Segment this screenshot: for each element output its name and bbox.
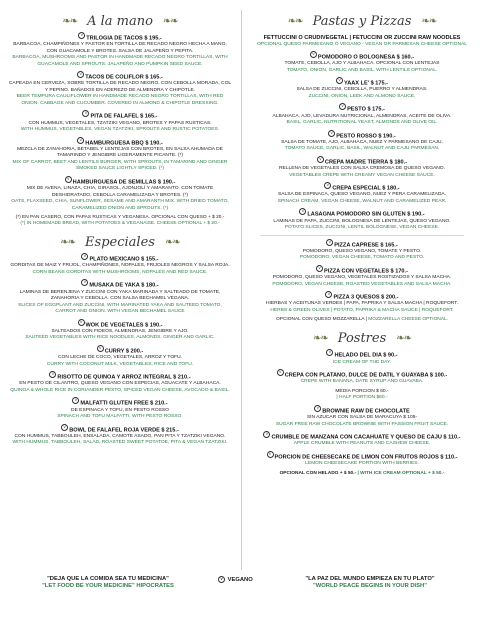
menu-item: [250, 103, 474, 126]
section-header-especiales: [8, 233, 232, 251]
note-en: (*) IN HOMEMADE BREAD, WITH POTATOES & VEGANAISE. CHEESE OPTIONAL + $ 20.-: [20, 221, 220, 227]
item-description-en: VEGETABLES CREPE WITH CREAMY VEGAN CHEESE SAUCE.: [289, 172, 435, 178]
bread-note: [8, 215, 232, 227]
section-title: Pastas y Pizzas: [312, 13, 412, 29]
item-description: CON HUMMUS, VEGETALES, TZATZIKI VEGANO, BROTES Y PAPAS RUSTICAS.: [28, 120, 212, 126]
vegan-icon: V: [317, 156, 324, 163]
menu-item: [250, 265, 474, 288]
item-description-en: BEER TEMPURA CAULIFLOWER IN HANDMADE RECADO NEGRO TORTILLAS, WITH RED ONION, CABBAGE AND CUCUMBER. COVERED IN ALMOND & CHIPOTLE DRESSING.: [16, 94, 224, 106]
item-name: PIZZA 3 QUESOS $ 200.-: [333, 294, 399, 301]
item-description: POMODORO, QUESO VEGANO, TOMATE Y PESTO.: [302, 248, 422, 254]
item-note: OPCIONAL QUESO PARMESANO O VEGANO - VEGAN OR PARMESAN CHEESE OPTIONAL: [257, 41, 467, 47]
item-description-en: SPINACH CREAM, VEGAN CHEESE, WALNUT AND CARAMELIZED PEAR.: [277, 198, 447, 204]
vegan-icon: V: [310, 51, 317, 58]
item-description-en: TOMATO SAUCE, GARLIC, BASIL, WALNUT AND CAJU PARMESAN.: [284, 146, 440, 152]
item-name: HAMBURGUESA DE SEMILLAS $ 190.-: [72, 179, 176, 186]
leaf-ornament-icon: ❧❧: [396, 332, 412, 344]
item-description: MIX DE AVENA, LINAZA, CHIA, GIRASOL, AJONJOLÍ Y AMARANTO. CON TOMATE DESHIDRATADO, CEBOLLA CARAMELIZADA Y BROTES. (*): [26, 186, 214, 198]
menu-item: [250, 77, 474, 100]
item-description-en: SAUTEED VEGETABLES WITH RICE NOODLES, ALMONDS, GINGER AND GARLIC.: [25, 335, 215, 341]
pastas-items: [250, 51, 474, 232]
item-name: WOK DE VEGETALES $ 190.-: [85, 322, 163, 329]
item-name: RISOTTO DE QUINOA Y ARROZ INTEGRAL $ 210.-: [57, 374, 191, 381]
item-description: CON LECHE DE COCO, VEGETALES, ARROZ Y TOFU.: [57, 355, 182, 361]
item-name: CREPA ESPECIAL $ 180.-: [332, 185, 400, 192]
item-name: TACOS DE COLIFLOR $ 165.-: [85, 74, 163, 81]
vegan-icon: V: [316, 265, 323, 272]
item-description-en: CORN BEANS GORDITAS WITH MUSHROOMS, NOPALES AND RED SAUCE.: [32, 269, 208, 275]
item-description-en: WITH HUMMUS, TABBOULEH, SALAD, ROASTED SWEET POTATOE, PITA & VEGAN TZATZIKI.: [12, 440, 228, 446]
item-description: MEDIA PORCION $ 60.-: [335, 388, 389, 394]
vegan-icon: V: [81, 279, 88, 286]
item-description-en: TOMATO, ONION, GARLIC AND BASIL, WITH LENTILS OPTIONAL.: [286, 67, 438, 73]
item-description-en: WITH HUMMUS, VEGETABLES, VEGAN TZATZIKI, SPROUTS AND RUSTIC POTATOES.: [20, 127, 220, 133]
item-description: RELLENA DE VEGETALES CON SALSA CREMOSA DE QUESO VEGANO.: [279, 166, 445, 172]
menu-item: [250, 451, 474, 468]
item-description-en: POMODORO, VEGAN CHEESE, ROASTED VEGETABLES AND SALSA MACHA.: [272, 281, 452, 287]
vegan-icon: V: [324, 182, 331, 189]
menu-item: [8, 71, 232, 107]
item-description: CON HUMMUS, TABBOULEH, ENSALADA, CAMOTE ASADO, PAN PITA Y TZATZIKI VEGANO.: [14, 433, 226, 439]
menu-item: [8, 176, 232, 212]
section-header-postres: [250, 329, 474, 347]
item-description: DE ESPINACA Y TOFU, EN PESTO ROSSO: [71, 407, 169, 413]
item-description-en: BARBACOA, MUSHROOMS AND PASTOR IN HANDMADE RECADO NEGRO TORTILLAS, WITH GUACAMOLE AND SPROUTS. JALAPEÑO AND PUMPKIN SEED SAUCE.: [12, 55, 228, 67]
item-description: SALSA DE ZUCCINI, CEBOLLA, PUERRO Y ALMENDRAS.: [296, 87, 428, 93]
menu-item: [250, 208, 474, 231]
vegan-icon: V: [82, 110, 89, 117]
leaf-ornament-icon: ❧❧: [312, 332, 328, 344]
column-divider: [241, 10, 242, 570]
vegan-icon: V: [328, 130, 335, 137]
menu-item: [8, 319, 232, 342]
vegan-icon: V: [61, 424, 68, 431]
note-es: OPCIONAL CON QUESO MOZZARELLA |: [276, 317, 367, 323]
menu-item: [250, 405, 474, 428]
item-name: PLATO MEXICANO $ 155.-: [89, 256, 159, 263]
item-description-en: OATS, FLAXSEED, CHIA, SUNFLOWER, SESAME AND AMARANTH MIX. WITH DRIED TOMATO, CARAMELIZED ONION AND SPROUTS. (*): [11, 199, 229, 211]
divider: [260, 235, 464, 236]
footer-quote-left: [38, 576, 178, 590]
item-description-en: LEMON CHEESECAKE PORTION WITH BERRIES.: [305, 461, 419, 467]
item-description: GORDITAS DE MAIZ Y FRIJOL, CHAMPIÑONES, NOPALES, FRIJOLES NEGROS Y SALSA ROJA.: [10, 263, 230, 269]
item-name: MUSAKA DE YAKA $ 180.-: [89, 283, 159, 290]
item-name: CREPA CON PLATANO, DULCE DE DATIL Y GUAYABA $ 100.-: [284, 372, 448, 379]
note-es: (*) EN PAN CASERO, CON PAPAS RUSTICAS Y VEGANESA. OPCIONAL CON QUESO + $ 20.-: [15, 215, 225, 221]
vegan-icon: V: [65, 176, 72, 183]
menu-item: [250, 369, 474, 386]
quote-es: "DEJA QUE LA COMIDA SEA TU MEDICINA": [47, 576, 169, 582]
leaf-ornament-icon: ❧❧: [62, 15, 78, 27]
note-en: MOZZARELLA CHEESE OPTIONAL.: [368, 317, 448, 323]
vegan-icon: V: [299, 208, 306, 215]
item-description: LAMINAS DE PAPA, ZUCCINI, BOLOGNESA DE LENTEJAS, QUESO VEGANO.: [273, 218, 451, 224]
item-name: PIZZA CAPRESE $ 165.-: [334, 242, 398, 249]
item-description-en: CREPE WITH BANANA, DATE SYRUP AND GUAVABA.: [300, 379, 424, 385]
item-description: TOMATE, CEBOLLA, AJO Y ALBAHACA. OPCIONAL CON LENTEJAS: [284, 61, 440, 67]
item-description-en: SLICES OF EGGPLANT AND ZUCCINI, WITH MARINATED YAKA AND SAUTEED TOMATO, CARROT AND ONION. WITH VEGAN BECHAMEL SAUCE: [18, 302, 222, 315]
item-description: POMODORO, QUESO VEGANO, VEGETALES ROSTIZADOS Y SALSA MACHA.: [272, 275, 452, 281]
vegan-icon: V: [218, 576, 225, 583]
item-description: EN PESTO DE CILANTRO, QUESO VEGANO CON ESPECIAS, AGUACATE Y ALBAHACA.: [19, 381, 221, 387]
item-description-en: | HALF PORTION $60.-: [336, 395, 388, 401]
item-description-en: ICE CREAM OF THE DAY.: [332, 359, 392, 365]
quote-en: "WORLD PEACE BEGINS IN YOUR DISH": [313, 583, 427, 589]
item-description-en: SUGAR FREE RAW CHOCOLATE BROWNIE WITH PASSION FRUIT SAUCE.: [275, 421, 449, 427]
quote-es: "LA PAZ DEL MUNDO EMPIEZA EN TU PLATO": [305, 576, 435, 582]
section-title: A la mano: [87, 13, 153, 29]
item-description: ALBAHACA, AJO, LEVADURA NUTRICIONAL, ALMENDRAS, ACEITE DE OLIVA.: [272, 113, 452, 119]
leaf-ornament-icon: ❧❧: [60, 236, 76, 248]
pasta-base-item: [250, 32, 474, 48]
menu-item: [8, 137, 232, 173]
menu-item: [8, 279, 232, 315]
menu-item: [250, 156, 474, 179]
vegan-icon: V: [77, 137, 84, 144]
menu-item: [250, 130, 474, 153]
vegan-icon: V: [314, 405, 321, 412]
item-description-en: CURRY WITH COCONUT MILK, VEGETABLES, RICE AND TOFU.: [46, 361, 194, 367]
postres-items: [250, 349, 474, 467]
menu-item: [8, 424, 232, 447]
item-name: PITA DE FALAFEL $ 165.-: [90, 114, 158, 121]
vegan-icon: V: [339, 103, 346, 110]
item-description-en: APPLE CRUMBLE WITH PEANUTS AND CASHEW CHEESE.: [293, 441, 431, 447]
menu-item: [8, 110, 232, 133]
item-name: CURRY $ 200.-: [104, 348, 144, 355]
item-description-en: BASIL, GARLIC, NUTRITIONAL YEAST, ALMONDS AND OLIVE OIL.: [286, 120, 438, 126]
section-header-pastas: [250, 12, 474, 30]
pizza-note: [250, 317, 474, 323]
item-name: MALFATTI GLUTEN FREE $ 210.-: [80, 401, 168, 408]
item-name: HELADO DEL DIA $ 90.-: [334, 353, 398, 360]
menu-item: [250, 431, 474, 448]
item-description: SIN AZUCAR CON SALSA DE MARACUYA $ 105-: [306, 415, 418, 421]
menu-item: [250, 51, 474, 74]
vegan-icon: V: [326, 349, 333, 356]
item-description: SALSA DE TOMATE, AJO, ALBAHACA, NUEZ Y PARMESANO DE CAJU.: [281, 139, 443, 145]
right-column: [250, 8, 474, 477]
vegan-icon: V: [263, 431, 270, 438]
menu-item: [250, 239, 474, 262]
footer-quote-right: [300, 576, 440, 590]
item-description-en: POTATO SLICES, ZUCCINI, LENTIL BOLOGNESE, VEGAN CHEESE.: [284, 225, 440, 231]
item-description-en: MIX OF CARROT, BEET AND LENTILS BURGER, WITH SPROUTS, IN TAMARIND AND GINGER SMOKED SAUCE LIGHTLY SPICED. (*): [12, 159, 228, 172]
menu-item: [8, 397, 232, 420]
item-name: HAMBURGUESA BBQ $ 190.-: [85, 140, 163, 147]
quote-en: "LET FOOD BE YOUR MEDICINE" HIPOCRATES: [42, 583, 174, 589]
especiales-items: [8, 253, 232, 447]
ice-cream-note: [250, 471, 474, 477]
section-title: Especiales: [85, 234, 155, 250]
vegan-icon: V: [49, 371, 56, 378]
menu-item: [8, 371, 232, 394]
item-name: PORCION DE CHEESECAKE DE LIMON CON FRUTOS ROJOS $ 110.-: [274, 454, 458, 461]
leaf-ornament-icon: ❧❧: [164, 236, 180, 248]
item-name: FETTUCCINI O CRUDIVEGETAL | FETUCCINI OR ZUCCINI RAW NOODLES: [263, 35, 461, 41]
menu-item: [250, 291, 474, 314]
menu-item: [250, 182, 474, 205]
item-description: SALSA DE ESPINACA, QUESO VEGANO, NUEZ Y PERA CARAMELIZADA.: [277, 192, 447, 198]
item-name: CRUMBLE DE MANZANA CON CACAHUATE Y QUESO DE CAJU $ 110.-: [271, 434, 461, 441]
menu-item: [8, 32, 232, 68]
item-name: TRILOGIA DE TACOS $ 195.-: [86, 35, 162, 42]
leaf-ornament-icon: ❧❧: [287, 15, 303, 27]
item-description-en: HERBS & GREEN OLIVES | POTATO, PAPRIKA & MACHA SAUCE | ROQUEFORT.: [270, 307, 454, 313]
item-description: MEZCLA DE ZANAHORIA, BETABEL Y LENTEJAS CON BROTES, EN SALSA AHUMADA DE TAMARINDO Y JENGIBRE LIGERAMENTE PICANTE. (*): [17, 146, 223, 159]
item-description: HIERBAS Y ACEITUNAS VERDES | PAPA, PAPRIKA Y SALSA MACHA | ROQUEFORT.: [265, 301, 459, 307]
section-title: Postres: [337, 330, 387, 346]
item-name: PIZZA CON VEGETALES $ 170.-: [324, 268, 408, 275]
menu-item: [250, 349, 474, 366]
menu-item: [8, 345, 232, 368]
vegan-icon: V: [326, 239, 333, 246]
menu-item: [8, 253, 232, 276]
vegan-label: VEGANO: [227, 577, 253, 584]
item-name: PESTO ROSSO $ 190.-: [336, 133, 396, 140]
pizza-items: [250, 239, 474, 315]
item-description-en: ZUCCINI, ONION, LEEK AND ALMOND SAUCE.: [308, 93, 416, 99]
vegan-icon: V: [97, 345, 104, 352]
menu-item: [250, 389, 474, 402]
a-la-mano-items: [8, 32, 232, 212]
vegan-legend: [218, 576, 253, 583]
left-column: [8, 8, 232, 450]
leaf-ornament-icon: ❧❧: [421, 15, 437, 27]
item-name: PESTO $ 175.-: [347, 107, 385, 114]
vegan-icon: V: [336, 77, 343, 84]
vegan-icon: V: [78, 319, 85, 326]
vegan-icon: V: [267, 451, 274, 458]
item-name: POMODORO O BOLOGNESA $ 160.-: [317, 54, 415, 61]
item-name: YAAX LE' $ 175.-: [343, 80, 389, 87]
item-description: CAPEADA EN CERVEZA, SOBRE TORTILLA DE RECADO NEGRO. CON CEBOLLA MORADA, COL Y PEPINO. BAÑADOS EN ADEREZO DE ALMENDRA Y CHIPOTLE.: [8, 81, 232, 93]
leaf-ornament-icon: ❧❧: [162, 15, 178, 27]
item-name: CREPA MADRE TIERRA $ 180.-: [324, 159, 408, 166]
item-name: LASAGNA POMODORO SIN GLUTEN $ 190.-: [307, 212, 425, 219]
section-header-a-la-mano: [8, 12, 232, 30]
item-name: BROWNIE RAW DE CHOCOLATE: [322, 408, 410, 415]
item-description: SALTEADOS CON FIDEOS, ALMENDRAS, JENGIBRE Y AJO.: [51, 328, 189, 334]
vegan-icon: V: [277, 369, 284, 376]
vegan-icon: V: [72, 397, 79, 404]
item-name: BOWL DE FALAFEL ROJA VERDE $ 215.-: [69, 427, 179, 434]
item-description: BARBACOA, CHAMPIÑONES Y PASTOR EN TORTILLA DE RECADO NEGRO HECHA A MANO, CON GUACAMOLE Y BROTES. SALSA DE JALAPEÑO Y PEPITA.: [13, 42, 227, 54]
vegan-icon: V: [81, 253, 88, 260]
note-es: OPCIONAL CON HELADO + $ 50.-: [279, 470, 357, 476]
vegan-icon: V: [78, 32, 85, 39]
item-description-en: QUINOA & WHOLE RICE IN CORIANDER PESTO, SPICED VEGAN CHEESE, AVOCADO & BASIL.: [10, 387, 230, 393]
vegan-icon: V: [77, 71, 84, 78]
item-description: LAMINAS DE BERENJENA Y ZUCCINI CON YAKA MARINADA Y SALTEADO DE TOMATE, ZANAHORIA Y CEBOLLA. CON SALSA BECHAMEL VEGANA.: [19, 289, 221, 302]
item-description-en: POMODORO, VEGAN CHEESE, TOMATO AND PESTO.: [299, 255, 425, 261]
item-description-en: SPINACH AND TOFU MALFATTI, WITH PESTO ROSSO.: [57, 414, 183, 420]
vegan-icon: V: [325, 291, 332, 298]
note-en: | WITH ICE CREAM OPTIONAL + $ 50.-: [357, 470, 445, 476]
